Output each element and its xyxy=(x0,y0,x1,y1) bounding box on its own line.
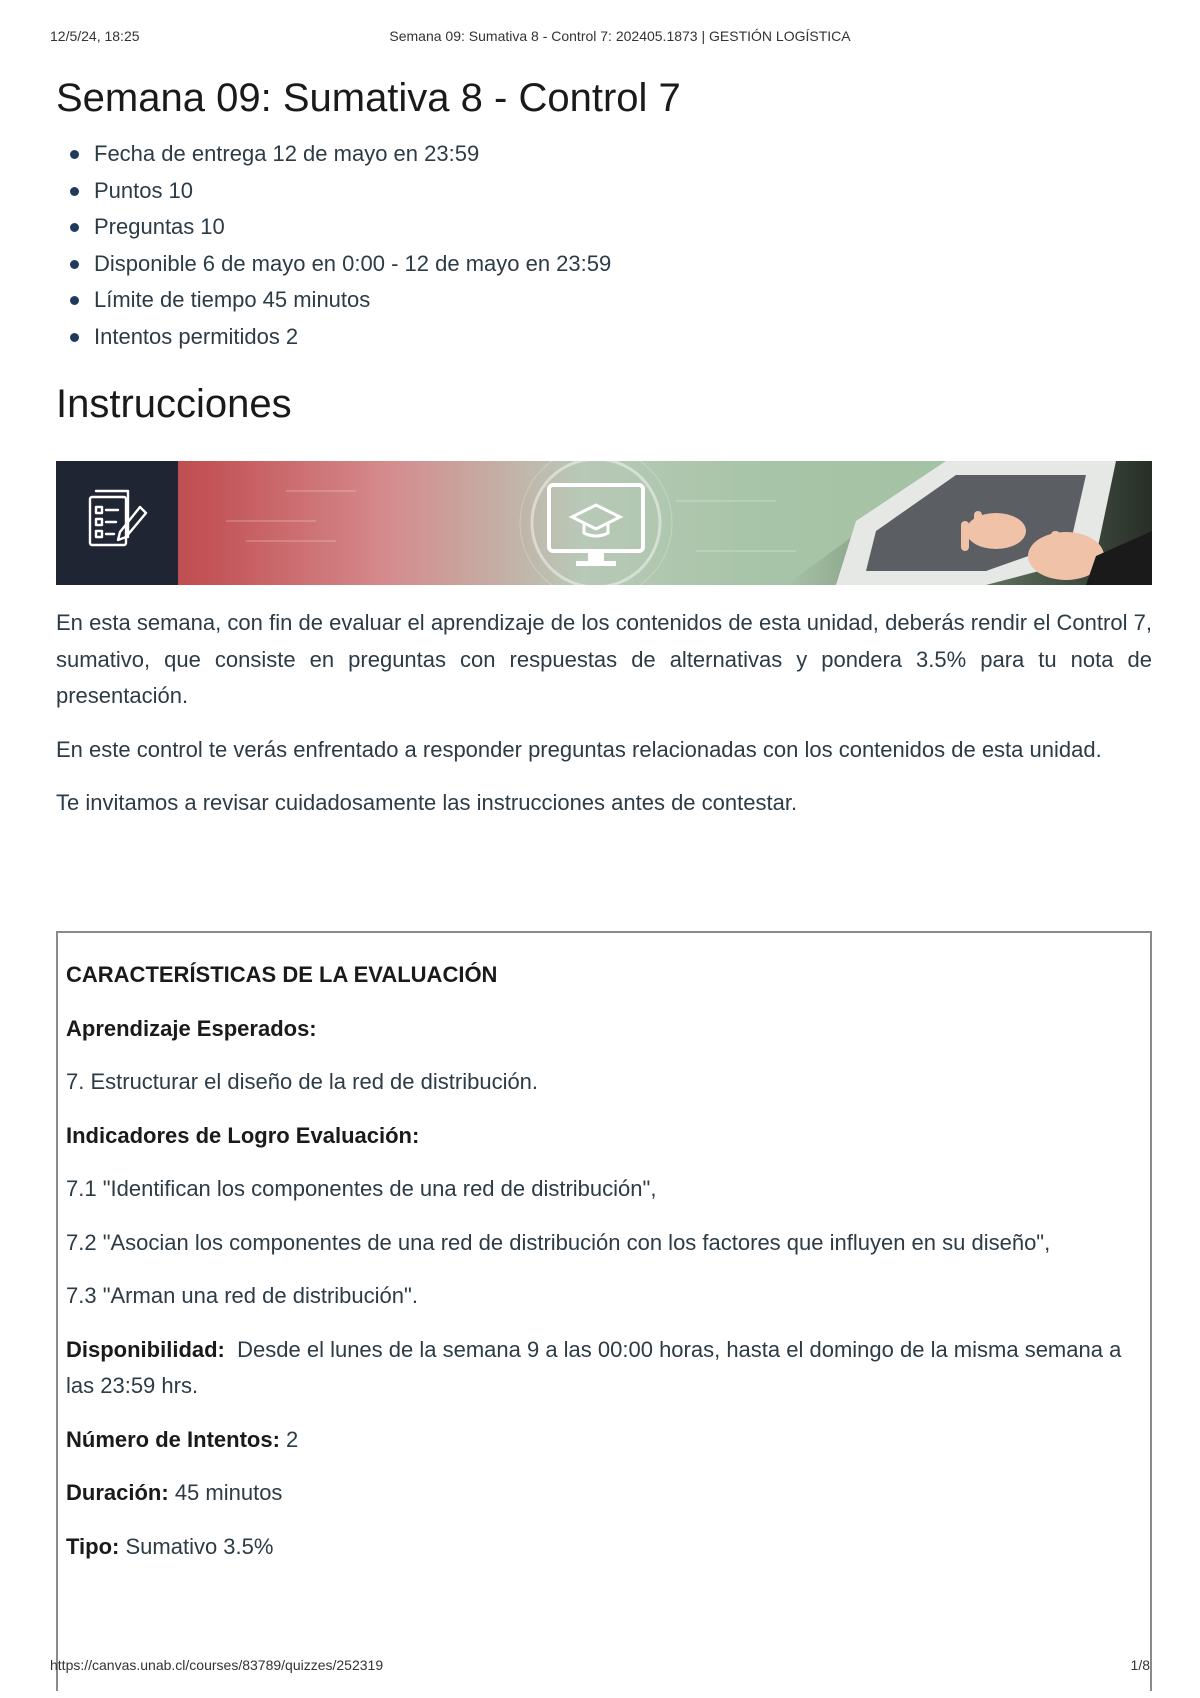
detail-label: Límite de tiempo xyxy=(94,287,257,312)
attempts-value: 2 xyxy=(286,1426,299,1452)
bullet-icon xyxy=(70,223,79,232)
instructions-paragraph: En esta semana, con fin de evaluar el aprendizaje de los contenidos de esta unidad, deberás rendir el Control 7, sumativo, que consiste en preguntas con respuestas de alternativas y pondera 3.5% para tu nota de presentación. xyxy=(56,610,1152,708)
instructions-paragraph: En este control te verás enfrentado a responder preguntas relacionadas con los contenidos de esta unidad. xyxy=(56,736,1102,762)
detail-attempts xyxy=(56,319,1152,356)
main-content xyxy=(56,70,1152,839)
duration-label: Duración: xyxy=(66,1480,169,1505)
detail-time-limit xyxy=(56,282,1152,319)
indicator-item: 7.1 "Identifican los componentes de una red de distribución", xyxy=(66,1176,657,1201)
print-doc-title: Semana 09: Sumativa 8 - Control 7: 202405.1873 | GESTIÓN LOGÍSTICA xyxy=(389,28,851,44)
attempts-line xyxy=(66,1422,1142,1459)
detail-value: 10 xyxy=(168,177,193,203)
detail-label: Preguntas xyxy=(94,214,195,239)
type-label: Tipo: xyxy=(66,1533,120,1559)
bullet-icon xyxy=(70,333,79,342)
detail-questions xyxy=(56,209,1152,246)
availability-label: Disponibilidad: xyxy=(66,1336,225,1362)
detail-value: 12 de mayo en 23:59 xyxy=(272,141,480,166)
detail-label: Intentos permitidos xyxy=(94,323,280,349)
print-footer xyxy=(50,1657,1150,1677)
instructions-text xyxy=(56,605,1152,822)
availability-line xyxy=(66,1332,1142,1405)
evaluation-characteristics-box xyxy=(56,931,1152,1691)
banner-decoration xyxy=(56,461,1152,585)
learning-label: Aprendizaje Esperados: xyxy=(66,1015,317,1041)
bullet-icon xyxy=(70,150,79,159)
type-value: Sumativo 3.5% xyxy=(125,1533,274,1559)
detail-value: 2 xyxy=(285,323,299,349)
print-page-number: 1/8 xyxy=(1130,1657,1150,1673)
learning-text: 7. Estructurar el diseño de la red de distribución. xyxy=(66,1069,539,1094)
bullet-icon xyxy=(70,187,79,196)
availability-text: Desde el lunes de la semana 9 a las 00:00 horas, hasta el domingo de la misma semana a las 23:59 hrs. xyxy=(66,1336,1122,1398)
page-title: Semana 09: Sumativa 8 - Control 7 xyxy=(56,76,681,120)
instructions-heading: Instrucciones xyxy=(56,382,292,426)
indicators-label: Indicadores de Logro Evaluación: xyxy=(66,1122,420,1148)
detail-due-date xyxy=(56,136,1152,173)
bullet-icon xyxy=(70,296,79,305)
detail-value: 10 xyxy=(200,214,225,239)
indicator-item: 7.2 "Asocian los componentes de una red de distribución con los factores que influyen en su diseño", xyxy=(66,1229,1051,1255)
instructions-banner xyxy=(56,461,1152,585)
quiz-details-list xyxy=(56,136,1152,355)
detail-label: Disponible xyxy=(94,250,197,276)
evaluation-heading: CARACTERÍSTICAS DE LA EVALUACIÓN xyxy=(66,962,498,987)
detail-points xyxy=(56,173,1152,210)
print-header xyxy=(50,28,1150,48)
bullet-icon xyxy=(70,260,79,269)
duration-value: 45 minutos xyxy=(174,1480,283,1505)
monitor-graduation-cap-icon xyxy=(549,485,643,566)
detail-value: 6 de mayo en 0:00 - 12 de mayo en 23:59 xyxy=(202,250,612,276)
instructions-paragraph: Te invitamos a revisar cuidadosamente las instrucciones antes de contestar. xyxy=(56,790,798,815)
attempts-label: Número de Intentos: xyxy=(66,1426,280,1452)
detail-label: Puntos xyxy=(94,177,163,203)
detail-value: 45 minutos xyxy=(262,287,371,312)
duration-line xyxy=(66,1475,1142,1512)
print-date: 12/5/24, 18:25 xyxy=(50,28,140,44)
indicator-item: 7.3 "Arman una red de distribución". xyxy=(66,1283,418,1308)
print-url: https://canvas.unab.cl/courses/83789/quizzes/252319 xyxy=(50,1657,384,1673)
detail-available xyxy=(56,246,1152,283)
detail-label: Fecha de entrega xyxy=(94,141,267,166)
type-line xyxy=(66,1529,1142,1566)
